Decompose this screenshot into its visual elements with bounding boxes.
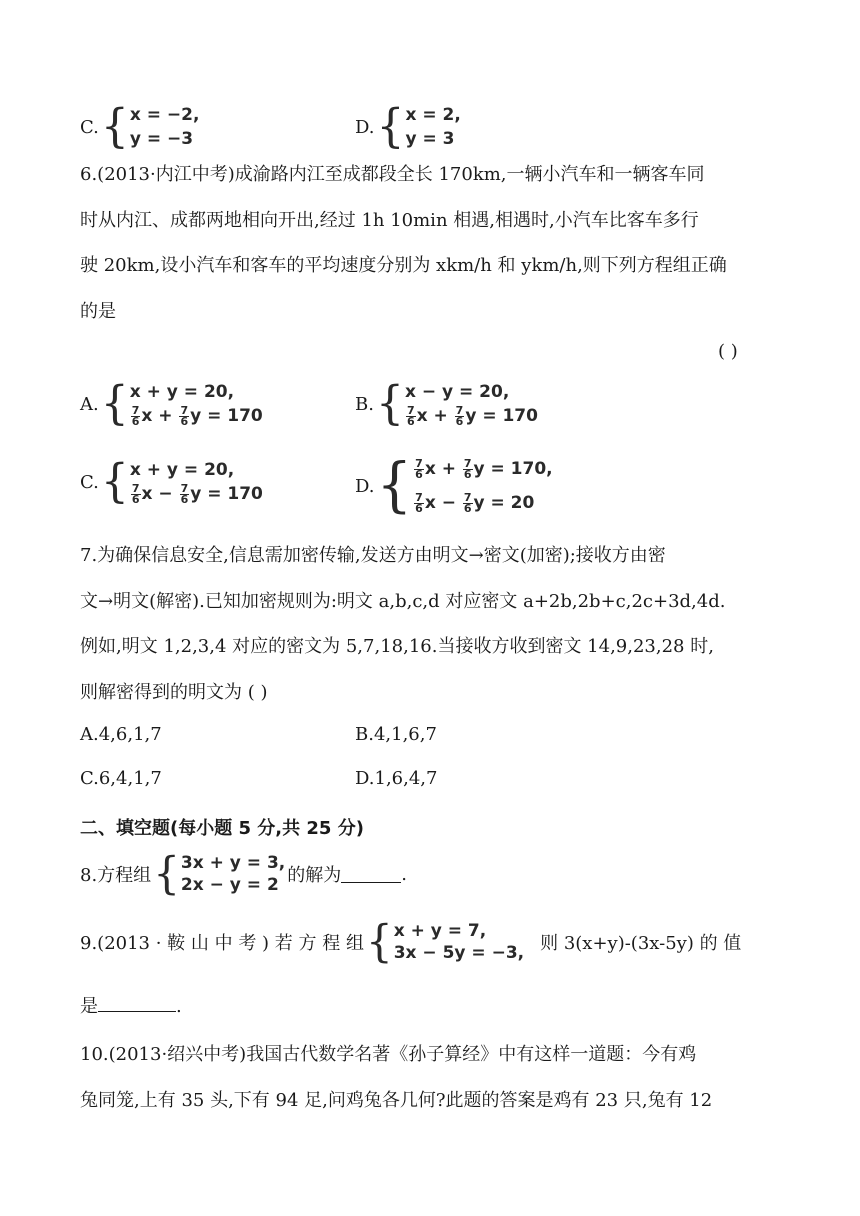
q8-suffix: 的解为: [287, 865, 342, 886]
brace: {: [153, 847, 180, 900]
q9-line: [80, 915, 742, 968]
section-heading: 二、填空题(每小题 5 分,共 25 分): [80, 818, 364, 839]
q6-option-a: [80, 376, 263, 431]
q10-line-1: 10.(2013·绍兴中考)我国古代数学名著《孙子算经》中有这样一道题：今有鸡: [80, 1044, 697, 1065]
q7-option-b: B.4,1,6,7: [355, 724, 437, 745]
answer-paren: ( ): [718, 341, 738, 362]
q7-line-1: 7.为确保信息安全,信息需加密传输,发送方由明文→密文(加密);接收方由密: [80, 545, 666, 566]
equation-row: $\frac{7}{6}$ x + $\frac{7}{6}$ y = 170: [406, 403, 538, 428]
equation-row: x + y = 7,: [393, 921, 487, 941]
q7-line-2: 文→明文(解密).已知加密规则为:明文 a,b,c,d 对应密文 a+2b,2b+c,2c+3d,4d.: [80, 591, 726, 612]
q5-option-c: [80, 99, 200, 154]
equation-row: $\frac{7}{6}$ x + $\frac{7}{6}$ y = 170: [131, 403, 263, 428]
q8-line: [80, 847, 407, 900]
brace: {: [375, 376, 404, 431]
q6-option-c: [80, 454, 263, 509]
q9-line-2: 是 .: [80, 996, 182, 1017]
equation-row: $\frac{7}{6}$ x − $\frac{7}{6}$ y = 20: [415, 490, 535, 515]
equation-row: y = −3: [129, 129, 194, 149]
q7-option-d: D.1,6,4,7: [355, 768, 438, 789]
fraction: $\frac{7}{6}$: [415, 456, 423, 481]
q6-line-1: 6.(2013·内江中考)成渝路内江至成都段全长 170km,一辆小汽车和一辆客车同: [80, 164, 705, 185]
q6-option-b: [355, 376, 538, 431]
q6-line-4: 的是: [80, 301, 116, 322]
q7-line-3: 例如,明文 1,2,3,4 对应的密文为 5,7,18,16.当接收方收到密文 14,9,23,28 时,: [80, 636, 714, 657]
fraction: $\frac{7}{6}$: [463, 456, 472, 481]
fraction: $\frac{7}{6}$: [180, 403, 189, 428]
q9-suffix: 则 3(x+y)-(3x-5y) 的 值: [540, 933, 742, 954]
q7-option-c: C.6,4,1,7: [80, 768, 162, 789]
brace: {: [100, 454, 129, 509]
brace: {: [100, 376, 129, 431]
option-label: D.: [355, 475, 375, 497]
option-label: D.: [355, 116, 375, 138]
brace: {: [376, 451, 413, 520]
equation-row: 3x + y = 3,: [180, 853, 286, 873]
brace: {: [100, 99, 129, 154]
brace: {: [376, 99, 405, 154]
fraction: $\frac{7}{6}$: [131, 481, 140, 506]
equation-row: x − y = 20,: [404, 382, 510, 402]
q7-option-a: A.4,6,1,7: [80, 724, 162, 745]
option-label: A.: [80, 393, 99, 415]
option-label: C.: [80, 116, 99, 138]
equation-row: 3x − 5y = −3,: [393, 943, 525, 963]
option-label: B.: [355, 393, 374, 415]
fraction: $\frac{7}{6}$: [406, 403, 415, 428]
q9-prefix: 9.(2013 · 鞍 山 中 考 ) 若 方 程 组: [80, 933, 364, 954]
answer-blank[interactable]: [98, 995, 176, 1012]
equation-row: x = 2,: [405, 105, 461, 125]
brace: {: [365, 915, 393, 968]
q8-end: .: [401, 863, 407, 885]
q7-line-4: 则解密得到的明文为 ( ): [80, 682, 268, 703]
fraction: $\frac{7}{6}$: [455, 403, 464, 428]
equation-row: 2x − y = 2: [180, 875, 279, 895]
equation-system: [365, 915, 525, 968]
q6-line-3: 驶 20km,设小汽车和客车的平均速度分别为 xkm/h 和 ykm/h,则下列方程组正确: [80, 255, 727, 276]
q8-prefix: 8.方程组: [80, 865, 152, 886]
answer-blank[interactable]: [341, 866, 401, 883]
fraction: $\frac{7}{6}$: [463, 490, 472, 515]
q5-option-d: [355, 99, 461, 154]
equation-row: x + y = 20,: [129, 460, 235, 480]
equation-system: [153, 847, 286, 900]
equation-row: y = 3: [405, 129, 455, 149]
equation-row: $\frac{7}{6}$ x − $\frac{7}{6}$ y = 170: [131, 481, 263, 506]
equation-row: x = −2,: [129, 105, 200, 125]
q10-line-2: 兔同笼,上有 35 头,下有 94 足,问鸡兔各几何?此题的答案是鸡有 23 只,兔有 12: [80, 1090, 713, 1111]
equation-row: $\frac{7}{6}$ x + $\frac{7}{6}$ y = 170,: [415, 456, 553, 481]
fraction: $\frac{7}{6}$: [415, 490, 423, 515]
option-label: C.: [80, 471, 99, 493]
q6-option-d: [355, 452, 553, 520]
fraction: $\frac{7}{6}$: [131, 403, 140, 428]
fraction: $\frac{7}{6}$: [180, 481, 189, 506]
q6-line-2: 时从内江、成都两地相向开出,经过 1h 10min 相遇,相遇时,小汽车比客车多行: [80, 210, 699, 231]
equation-row: x + y = 20,: [129, 382, 235, 402]
